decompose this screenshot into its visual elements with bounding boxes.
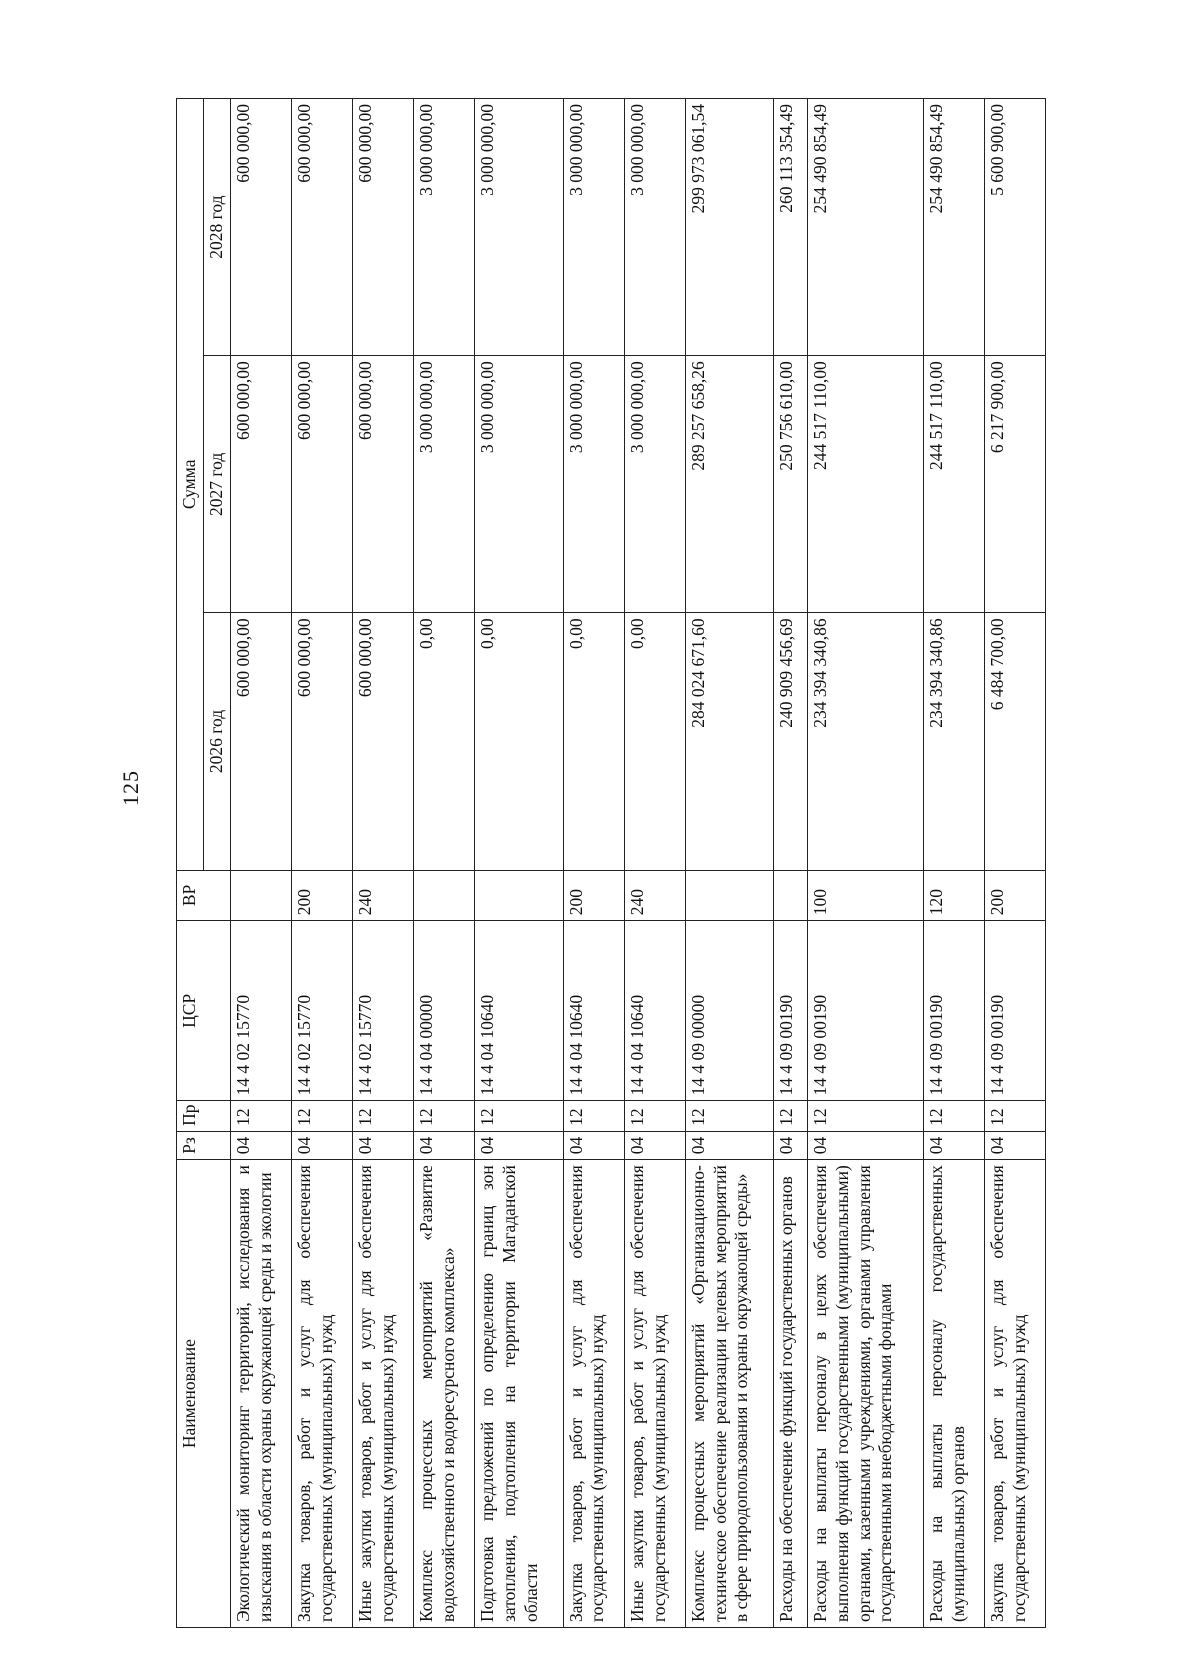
row-sum-2026: 600 000,00	[353, 613, 414, 870]
row-sum-2027: 600 000,00	[353, 356, 414, 613]
row-rz: 04	[807, 1131, 923, 1159]
row-pr: 12	[624, 1101, 685, 1131]
row-sum-2028: 254 490 854,49	[923, 99, 984, 356]
row-pr: 12	[353, 1101, 414, 1131]
table-row	[685, 99, 773, 1628]
row-sum-2028: 260 113 354,49	[774, 99, 808, 356]
row-sum-2028: 299 973 061,54	[685, 99, 773, 356]
row-pr: 12	[414, 1101, 475, 1131]
row-sum-2028: 3 000 000,00	[563, 99, 624, 356]
row-csr: 14 4 09 00190	[984, 921, 1045, 1101]
table-row	[807, 99, 923, 1628]
row-rz: 04	[475, 1131, 563, 1159]
row-sum-2027: 600 000,00	[230, 356, 291, 613]
page-number: 125	[118, 770, 143, 806]
row-name: Иные закупки товаров, работ и услуг для обеспечения государственных (муниципальных) нужд	[624, 1160, 685, 1628]
row-name: Комплекс процессных мероприятий «Развитие водохозяйственного и водоресурсного комплекса»	[414, 1160, 475, 1628]
row-name: Экологический мониторинг территорий, исследования и изыскания в области охраны окружающей среды и экологии	[230, 1160, 291, 1628]
row-sum-2028: 600 000,00	[291, 99, 352, 356]
row-vr	[774, 870, 808, 921]
row-rz: 04	[230, 1131, 291, 1159]
row-sum-2026: 600 000,00	[291, 613, 352, 870]
row-name: Иные закупки товаров, работ и услуг для обеспечения государственных (муниципальных) нужд	[353, 1160, 414, 1628]
row-sum-2028: 254 490 854,49	[807, 99, 923, 356]
row-name: Закупка товаров, работ и услуг для обеспечения государственных (муниципальных) нужд	[984, 1160, 1045, 1628]
header-row	[177, 99, 204, 1628]
row-sum-2026: 234 394 340,86	[807, 613, 923, 870]
table-row	[230, 99, 291, 1628]
table-row	[624, 99, 685, 1628]
row-pr: 12	[807, 1101, 923, 1131]
row-sum-2026: 0,00	[624, 613, 685, 870]
row-pr: 12	[563, 1101, 624, 1131]
row-sum-2026: 0,00	[475, 613, 563, 870]
row-csr: 14 4 04 00000	[414, 921, 475, 1101]
row-csr: 14 4 09 00190	[923, 921, 984, 1101]
header-sum: Сумма	[177, 99, 204, 871]
row-sum-2027: 3 000 000,00	[624, 356, 685, 613]
row-sum-2027: 244 517 110,00	[807, 356, 923, 613]
row-pr: 12	[291, 1101, 352, 1131]
row-vr: 200	[291, 870, 352, 921]
header-csr: ЦСР	[177, 921, 231, 1101]
row-sum-2028: 600 000,00	[230, 99, 291, 356]
row-rz: 04	[923, 1131, 984, 1159]
table-row	[291, 99, 352, 1628]
row-sum-2026: 0,00	[563, 613, 624, 870]
row-csr: 14 4 04 10640	[563, 921, 624, 1101]
row-vr	[475, 870, 563, 921]
row-vr: 240	[353, 870, 414, 921]
row-rz: 04	[624, 1131, 685, 1159]
row-name: Подготовка предложений по определению границ зон затопления, подтопления на территории Магаданской области	[475, 1160, 563, 1628]
row-sum-2028: 3 000 000,00	[624, 99, 685, 356]
row-vr: 200	[563, 870, 624, 921]
row-sum-2026: 0,00	[414, 613, 475, 870]
row-vr	[414, 870, 475, 921]
row-pr: 12	[923, 1101, 984, 1131]
row-sum-2026: 6 484 700,00	[984, 613, 1045, 870]
header-year-2026: 2026 год	[204, 613, 231, 870]
row-sum-2027: 250 756 610,00	[774, 356, 808, 613]
row-sum-2026: 234 394 340,86	[923, 613, 984, 870]
table-row	[414, 99, 475, 1628]
row-csr: 14 4 02 15770	[230, 921, 291, 1101]
row-csr: 14 4 09 00190	[774, 921, 808, 1101]
row-sum-2027: 3 000 000,00	[475, 356, 563, 613]
row-sum-2027: 3 000 000,00	[563, 356, 624, 613]
row-name: Расходы на выплаты персоналу государственных (муниципальных) органов	[923, 1160, 984, 1628]
table-row	[774, 99, 808, 1628]
budget-table	[176, 98, 1046, 1628]
row-csr: 14 4 04 10640	[624, 921, 685, 1101]
row-rz: 04	[563, 1131, 624, 1159]
row-sum-2027: 600 000,00	[291, 356, 352, 613]
row-vr	[685, 870, 773, 921]
row-sum-2026: 284 024 671,60	[685, 613, 773, 870]
row-vr: 100	[807, 870, 923, 921]
row-vr	[230, 870, 291, 921]
row-pr: 12	[230, 1101, 291, 1131]
row-pr: 12	[685, 1101, 773, 1131]
header-rz: Рз	[177, 1131, 231, 1159]
row-rz: 04	[774, 1131, 808, 1159]
row-csr: 14 4 04 10640	[475, 921, 563, 1101]
row-pr: 12	[774, 1101, 808, 1131]
table-row	[475, 99, 563, 1628]
row-csr: 14 4 02 15770	[291, 921, 352, 1101]
row-name: Расходы на обеспечение функций государственных органов	[774, 1160, 808, 1628]
row-rz: 04	[353, 1131, 414, 1159]
header-year-2028: 2028 год	[204, 99, 231, 356]
row-sum-2027: 6 217 900,00	[984, 356, 1045, 613]
row-csr: 14 4 09 00000	[685, 921, 773, 1101]
row-sum-2027: 3 000 000,00	[414, 356, 475, 613]
row-sum-2028: 5 600 900,00	[984, 99, 1045, 356]
row-sum-2028: 3 000 000,00	[414, 99, 475, 356]
row-name: Комплекс процессных мероприятий «Организационно-техническое обеспечение реализации целевых мероприятий в сфере природопользования и охраны окружающей среды»	[685, 1160, 773, 1628]
row-sum-2027: 244 517 110,00	[923, 356, 984, 613]
row-csr: 14 4 02 15770	[353, 921, 414, 1101]
row-sum-2028: 600 000,00	[353, 99, 414, 356]
row-sum-2027: 289 257 658,26	[685, 356, 773, 613]
table-row	[984, 99, 1045, 1628]
row-rz: 04	[414, 1131, 475, 1159]
row-pr: 12	[984, 1101, 1045, 1131]
row-name: Расходы на выплаты персоналу в целях обеспечения выполнения функций государственными (муниципальными) органами, казенными учреждениями, органами управления государственными внебюджетными фондами	[807, 1160, 923, 1628]
table-body	[230, 99, 1045, 1628]
table-row	[923, 99, 984, 1628]
table-row	[563, 99, 624, 1628]
row-name: Закупка товаров, работ и услуг для обеспечения государственных (муниципальных) нужд	[563, 1160, 624, 1628]
row-sum-2026: 240 909 456,69	[774, 613, 808, 870]
row-csr: 14 4 09 00190	[807, 921, 923, 1101]
row-rz: 04	[291, 1131, 352, 1159]
rotated-table-container	[176, 98, 1046, 1628]
table-row	[353, 99, 414, 1628]
header-vr: ВР	[177, 870, 231, 921]
header-pr: Пр	[177, 1101, 231, 1131]
row-name: Закупка товаров, работ и услуг для обеспечения государственных (муниципальных) нужд	[291, 1160, 352, 1628]
row-sum-2028: 3 000 000,00	[475, 99, 563, 356]
header-name: Наименование	[177, 1160, 231, 1628]
row-rz: 04	[984, 1131, 1045, 1159]
header-year-2027: 2027 год	[204, 356, 231, 613]
row-vr: 120	[923, 870, 984, 921]
row-vr: 240	[624, 870, 685, 921]
row-sum-2026: 600 000,00	[230, 613, 291, 870]
row-rz: 04	[685, 1131, 773, 1159]
row-vr: 200	[984, 870, 1045, 921]
row-pr: 12	[475, 1101, 563, 1131]
